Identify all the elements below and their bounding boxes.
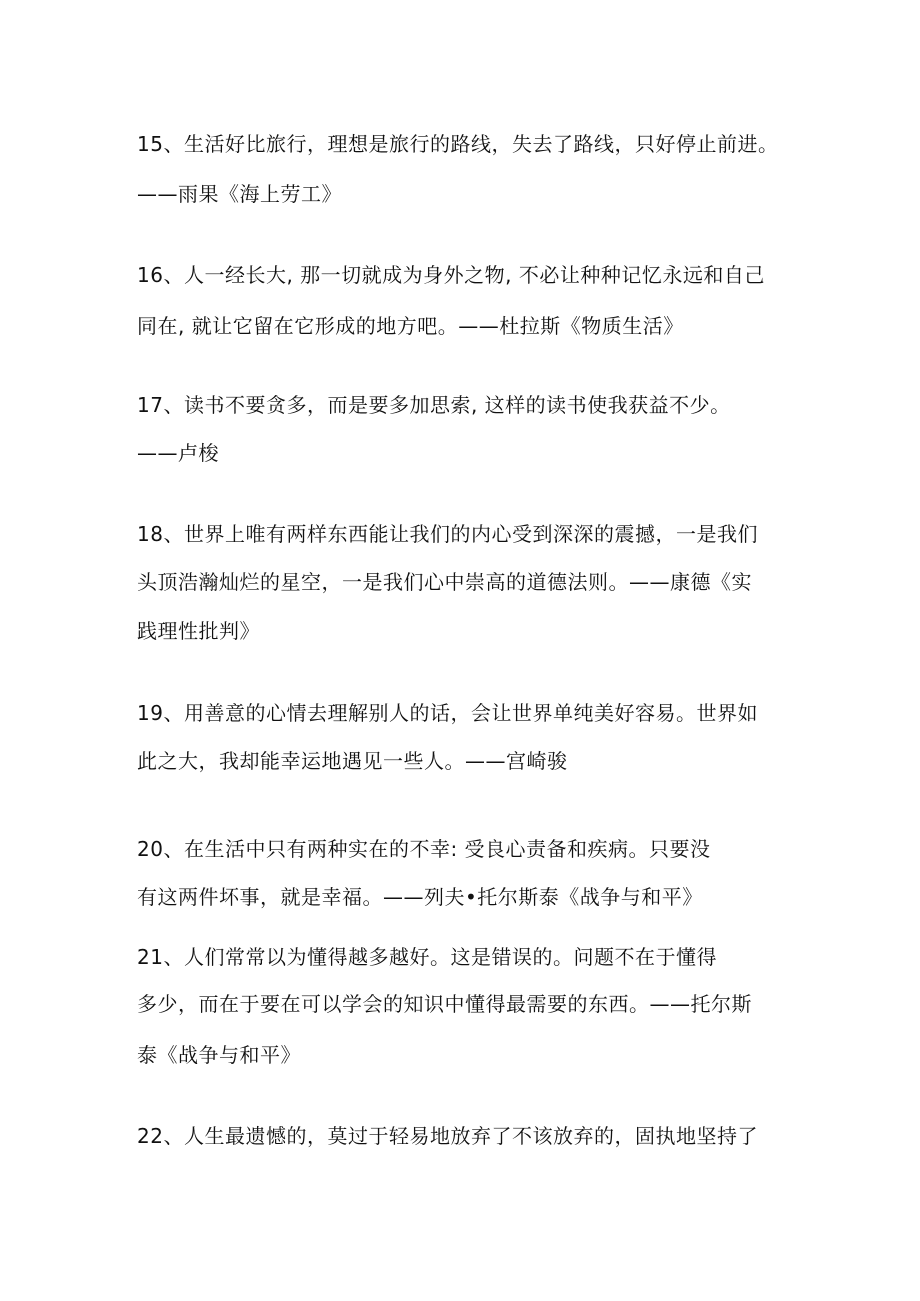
quote-22-line-1: 22、人生最遗憾的，莫过于轻易地放弃了不该放弃的，固执地坚持了 <box>137 1124 758 1148</box>
quote-15-line-1: 15、生活好比旅行，理想是旅行的路线，失去了路线，只好停止前进。 <box>137 132 779 156</box>
quote-16-line-2: 同在, 就让它留在它形成的地方吧。——杜拉斯《物质生活》 <box>137 314 684 338</box>
quote-18-line-3: 践理性批判》 <box>137 619 260 643</box>
quote-19-line-1: 19、用善意的心情去理解别人的话，会让世界单纯美好容易。世界如 <box>137 701 758 725</box>
quote-17-line-2: ——卢梭 <box>137 441 219 465</box>
quote-17-line-1: 17、读书不要贪多，而是要多加思索, 这样的读书使我获益不少。 <box>137 393 731 417</box>
quote-18-line-1: 18、世界上唯有两样东西能让我们的内心受到深深的震撼，一是我们 <box>137 522 758 546</box>
quote-20-line-1: 20、在生活中只有两种实在的不幸: 受良心责备和疾病。只要没 <box>137 837 711 861</box>
quote-21-line-3: 泰《战争与和平》 <box>137 1043 301 1067</box>
quote-20-line-2: 有这两件坏事，就是幸福。——列夫•托尔斯泰《战争与和平》 <box>137 885 703 909</box>
quote-15-line-2: ——雨果《海上劳工》 <box>137 182 342 206</box>
quote-21-line-2: 多少，而在于要在可以学会的知识中懂得最需要的东西。——托尔斯 <box>137 992 752 1016</box>
quote-21-line-1: 21、人们常常以为懂得越多越好。这是错误的。问题不在于懂得 <box>137 945 717 969</box>
quote-18-line-2: 头顶浩瀚灿烂的星空，一是我们心中崇高的道德法则。——康德《实 <box>137 570 752 594</box>
quote-16-line-1: 16、人一经长大, 那一切就成为身外之物, 不必让种种记忆永远和自己 <box>137 263 765 287</box>
quote-19-line-2: 此之大，我却能幸运地遇见一些人。——宫崎骏 <box>137 749 568 773</box>
